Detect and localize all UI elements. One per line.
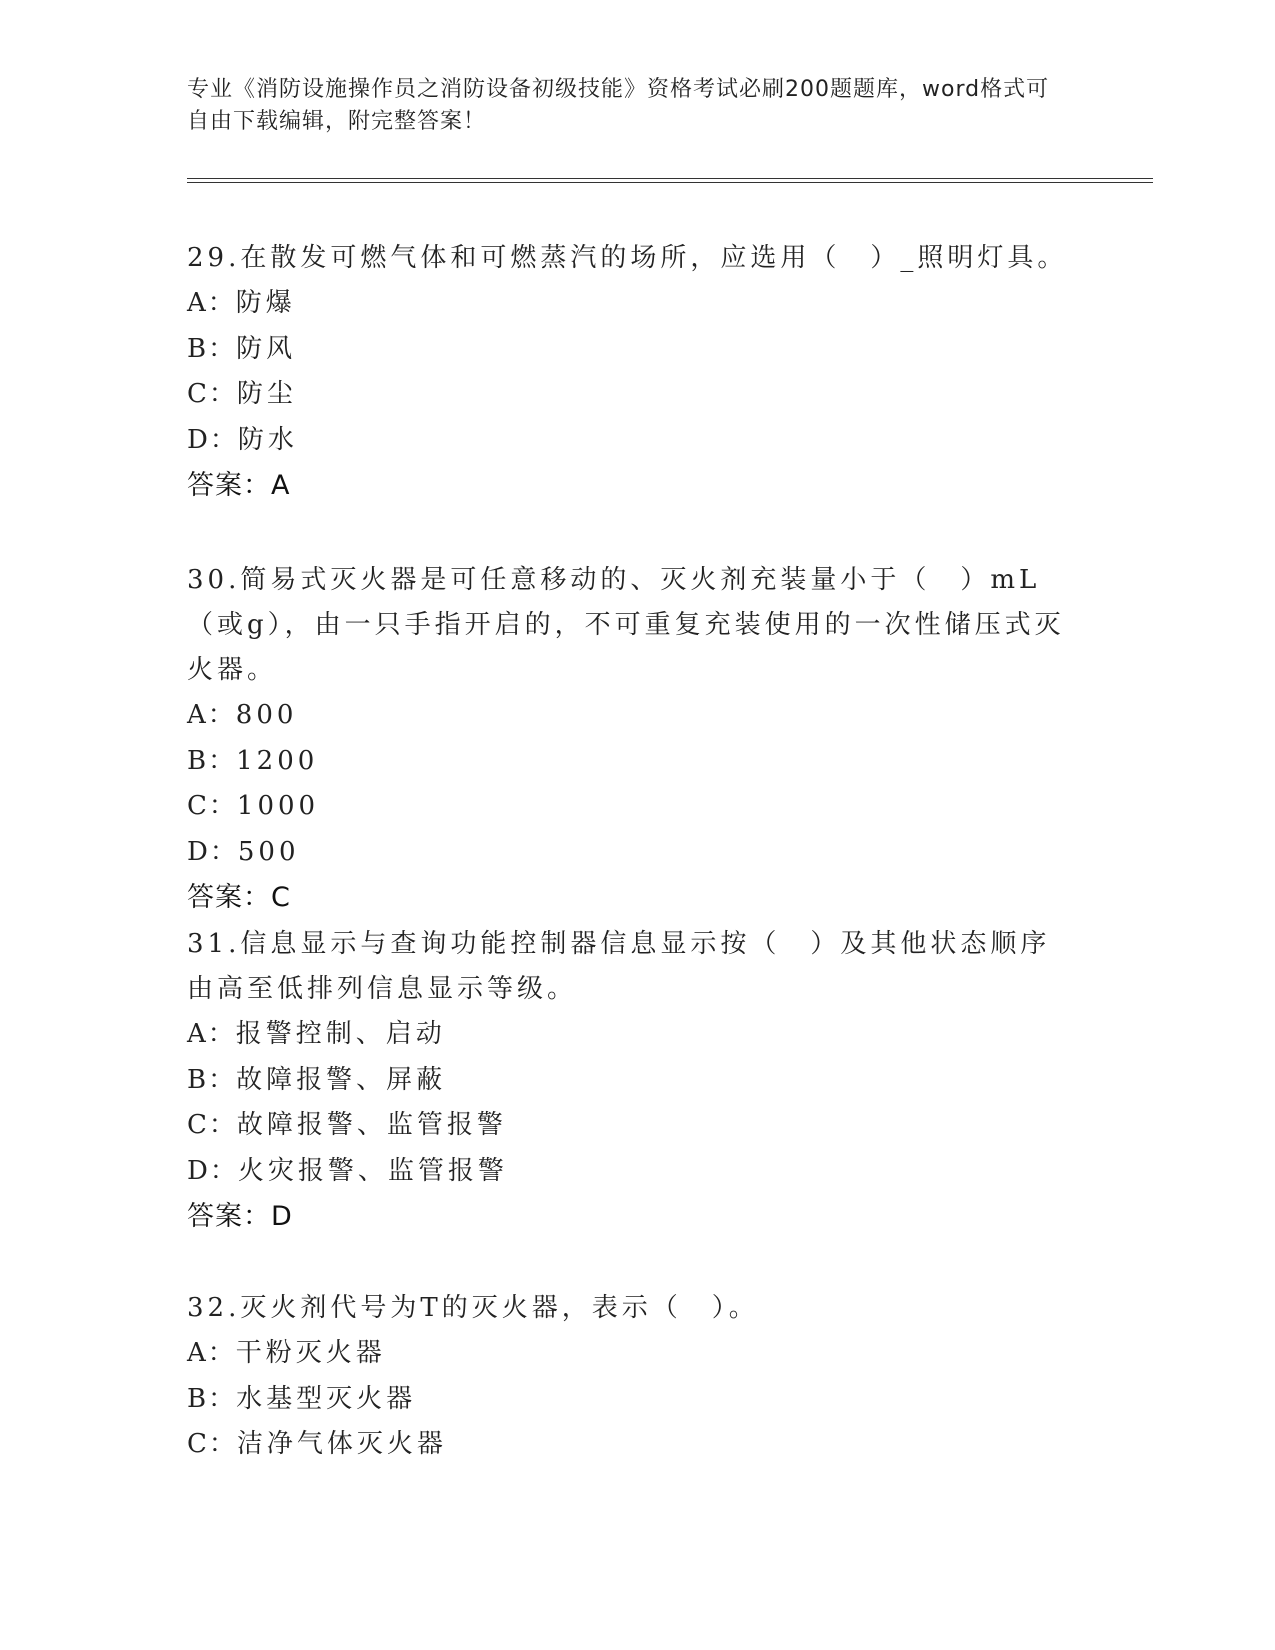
option-label: D： <box>187 1155 238 1186</box>
option-label: D： <box>187 836 238 867</box>
question-stem: 30.简易式灭火器是可任意移动的、灭火剂充装量小于（ ）mL（或g），由一只手指开启的，不可重复充装使用的一次性储压式灭火器。 <box>187 565 1065 685</box>
option-b <box>187 739 1087 785</box>
option-c <box>187 372 1087 418</box>
header-divider-bottom <box>187 182 1153 183</box>
option-label: C： <box>187 1429 237 1459</box>
option-d <box>187 1149 1087 1195</box>
option-label: C： <box>187 791 237 821</box>
option-label: B： <box>187 745 237 776</box>
option-label: B： <box>187 1383 237 1414</box>
option-text: 800 <box>235 700 298 730</box>
option-label: B： <box>187 333 237 364</box>
question-31 <box>187 922 1087 1239</box>
option-c <box>187 784 1087 830</box>
option-text: 水基型灭火器 <box>236 1383 417 1414</box>
option-b <box>187 327 1087 373</box>
option-label: A： <box>187 288 236 318</box>
option-text: 1200 <box>236 745 319 776</box>
option-text: 干粉灭火器 <box>235 1338 386 1368</box>
option-label: C： <box>187 1110 237 1140</box>
option-label: C： <box>187 379 237 409</box>
option-b <box>187 1377 1087 1423</box>
option-b <box>187 1058 1087 1104</box>
option-a <box>187 1331 1087 1377</box>
option-text: 防风 <box>236 333 297 364</box>
question-30 <box>187 558 1087 920</box>
option-d <box>187 830 1087 876</box>
option-label: A： <box>187 1019 236 1049</box>
option-text: 500 <box>237 836 300 867</box>
option-text: 洁净气体灭火器 <box>236 1429 447 1459</box>
answer: 答案：D <box>187 1201 293 1232</box>
question-stem: 32.灭火剂代号为T的灭火器，表示（ ）。 <box>187 1293 759 1323</box>
option-text: 故障报警、监管报警 <box>236 1110 507 1140</box>
question-32 <box>187 1286 1087 1468</box>
question-stem: 29.在散发可燃气体和可燃蒸汽的场所，应选用（ ）_照明灯具。 <box>187 243 1068 273</box>
option-text: 火灾报警、监管报警 <box>237 1155 508 1186</box>
option-label: B： <box>187 1064 237 1095</box>
answer: 答案：C <box>187 882 291 913</box>
option-text: 防水 <box>237 424 298 455</box>
option-c <box>187 1103 1087 1149</box>
document-header: 专业《消防设施操作员之消防设备初级技能》资格考试必刷200题题库，word格式可自由下载编辑，附完整答案！ <box>187 77 1050 134</box>
option-text: 故障报警、屏蔽 <box>236 1064 447 1095</box>
header-divider-top <box>187 178 1153 179</box>
option-text: 1000 <box>236 791 320 821</box>
option-a <box>187 693 1087 739</box>
option-label: A： <box>187 700 236 730</box>
option-label: D： <box>187 424 238 455</box>
option-text: 防爆 <box>235 288 296 318</box>
answer: 答案：A <box>187 470 291 501</box>
option-d <box>187 418 1087 464</box>
question-stem: 31.信息显示与查询功能控制器信息显示按（ ）及其他状态顺序由高至低排列信息显示等级。 <box>187 929 1051 1004</box>
option-c <box>187 1422 1087 1468</box>
question-29 <box>187 236 1087 508</box>
option-a <box>187 281 1087 327</box>
option-text: 防尘 <box>236 379 297 409</box>
option-label: A： <box>187 1338 236 1368</box>
option-a <box>187 1012 1087 1058</box>
option-text: 报警控制、启动 <box>235 1019 446 1049</box>
